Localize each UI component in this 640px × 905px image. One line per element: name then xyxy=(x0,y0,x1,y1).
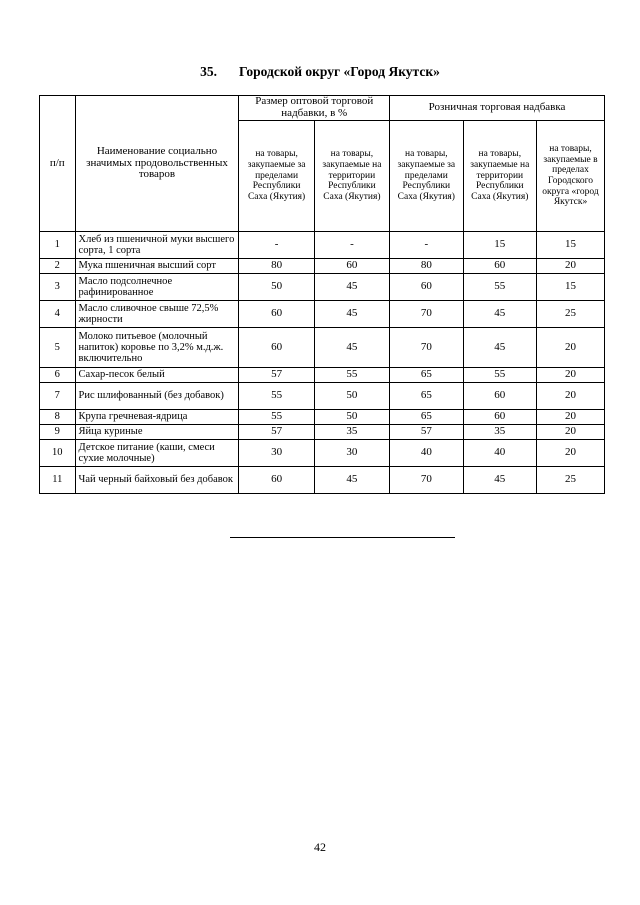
table-row xyxy=(40,301,605,328)
value-cell: 65 xyxy=(390,383,463,410)
subheader-retail-yakutsk: на товары, закупаемые в пределах Городского округа «город Якутск» xyxy=(537,121,605,232)
value-cell: 20 xyxy=(537,368,605,383)
header-wholesale-markup: Размер оптовой торговой надбавки, в % xyxy=(239,96,390,121)
value-cell: 15 xyxy=(537,232,605,259)
value-cell: 70 xyxy=(390,301,463,328)
value-cell: 15 xyxy=(463,232,536,259)
value-cell: 65 xyxy=(390,410,463,425)
value-cell: 20 xyxy=(537,425,605,440)
header-product-name: Наименование социально значимых продовольственных товаров xyxy=(75,96,239,232)
table-row xyxy=(40,274,605,301)
value-cell: 30 xyxy=(239,440,314,467)
value-cell: 45 xyxy=(314,301,389,328)
product-name: Масло сливочное свыше 72,5% жирности xyxy=(75,301,239,328)
value-cell: 57 xyxy=(239,368,314,383)
value-cell: 60 xyxy=(463,259,536,274)
value-cell: 15 xyxy=(537,274,605,301)
product-name: Крупа гречневая-ядрица xyxy=(75,410,239,425)
row-number: 11 xyxy=(40,467,76,494)
row-number: 3 xyxy=(40,274,76,301)
value-cell: 55 xyxy=(463,368,536,383)
subheader-retail-inside: на товары, закупаемые на территории Республики Саха (Якутия) xyxy=(463,121,536,232)
row-number: 6 xyxy=(40,368,76,383)
table-row xyxy=(40,259,605,274)
value-cell: 40 xyxy=(463,440,536,467)
value-cell: 20 xyxy=(537,440,605,467)
markup-table xyxy=(39,95,605,494)
page-number: 42 xyxy=(314,840,326,854)
value-cell: 35 xyxy=(314,425,389,440)
product-name: Мука пшеничная высший сорт xyxy=(75,259,239,274)
subheader-retail-outside: на товары, закупаемые за пределами Республики Саха (Якутия) xyxy=(390,121,463,232)
value-cell: 20 xyxy=(537,259,605,274)
header-retail-markup: Розничная торговая надбавка xyxy=(390,96,605,121)
value-cell: 65 xyxy=(390,368,463,383)
value-cell: 40 xyxy=(390,440,463,467)
value-cell: 35 xyxy=(463,425,536,440)
value-cell: 30 xyxy=(314,440,389,467)
value-cell: 70 xyxy=(390,328,463,368)
value-cell: 45 xyxy=(463,467,536,494)
value-cell: 45 xyxy=(314,274,389,301)
row-number: 8 xyxy=(40,410,76,425)
table-row xyxy=(40,232,605,259)
product-name: Молоко питьевое (молочный напиток) коровье по 3,2% м.д.ж. включительно xyxy=(75,328,239,368)
table-row xyxy=(40,328,605,368)
row-number: 2 xyxy=(40,259,76,274)
value-cell: 55 xyxy=(463,274,536,301)
row-number: 10 xyxy=(40,440,76,467)
value-cell: 55 xyxy=(314,368,389,383)
product-name: Хлеб из пшеничной муки высшего сорта, 1 сорта xyxy=(75,232,239,259)
separator-line xyxy=(230,537,455,538)
value-cell: 60 xyxy=(390,274,463,301)
value-cell: 57 xyxy=(239,425,314,440)
value-cell: 55 xyxy=(239,383,314,410)
value-cell: 70 xyxy=(390,467,463,494)
value-cell: 20 xyxy=(537,383,605,410)
product-name: Масло подсолнечное рафинированное xyxy=(75,274,239,301)
value-cell: 60 xyxy=(239,467,314,494)
value-cell: 60 xyxy=(463,410,536,425)
value-cell: 80 xyxy=(239,259,314,274)
section-number: 35. xyxy=(200,64,218,79)
value-cell: - xyxy=(390,232,463,259)
value-cell: 55 xyxy=(239,410,314,425)
value-cell: 60 xyxy=(314,259,389,274)
header-row-number: п/п xyxy=(40,96,76,232)
value-cell: 25 xyxy=(537,467,605,494)
row-number: 9 xyxy=(40,425,76,440)
row-number: 5 xyxy=(40,328,76,368)
section-title: Городской округ «Город Якутск» xyxy=(239,64,440,79)
product-name: Чай черный байховый без добавок xyxy=(75,467,239,494)
table-row xyxy=(40,383,605,410)
table-row xyxy=(40,467,605,494)
row-number: 4 xyxy=(40,301,76,328)
value-cell: 20 xyxy=(537,328,605,368)
value-cell: 60 xyxy=(239,301,314,328)
product-name: Рис шлифованный (без добавок) xyxy=(75,383,239,410)
value-cell: 60 xyxy=(463,383,536,410)
row-number: 1 xyxy=(40,232,76,259)
product-name: Яйца куриные xyxy=(75,425,239,440)
table-row xyxy=(40,425,605,440)
table-row xyxy=(40,440,605,467)
value-cell: 57 xyxy=(390,425,463,440)
row-number: 7 xyxy=(40,383,76,410)
value-cell: 25 xyxy=(537,301,605,328)
value-cell: 80 xyxy=(390,259,463,274)
value-cell: 50 xyxy=(314,383,389,410)
value-cell: 20 xyxy=(537,410,605,425)
value-cell: 50 xyxy=(314,410,389,425)
value-cell: 50 xyxy=(239,274,314,301)
table-row xyxy=(40,368,605,383)
subheader-wholesale-inside: на товары, закупаемые на территории Республики Саха (Якутия) xyxy=(314,121,389,232)
value-cell: 60 xyxy=(239,328,314,368)
section-heading xyxy=(0,64,640,80)
subheader-wholesale-outside: на товары, закупаемые за пределами Республики Саха (Якутия) xyxy=(239,121,314,232)
table-header-row xyxy=(40,96,605,121)
value-cell: 45 xyxy=(314,467,389,494)
product-name: Сахар-песок белый xyxy=(75,368,239,383)
table-row xyxy=(40,410,605,425)
value-cell: 45 xyxy=(314,328,389,368)
value-cell: 45 xyxy=(463,301,536,328)
value-cell: - xyxy=(239,232,314,259)
value-cell: 45 xyxy=(463,328,536,368)
product-name: Детское питание (каши, смеси сухие молочные) xyxy=(75,440,239,467)
value-cell: - xyxy=(314,232,389,259)
